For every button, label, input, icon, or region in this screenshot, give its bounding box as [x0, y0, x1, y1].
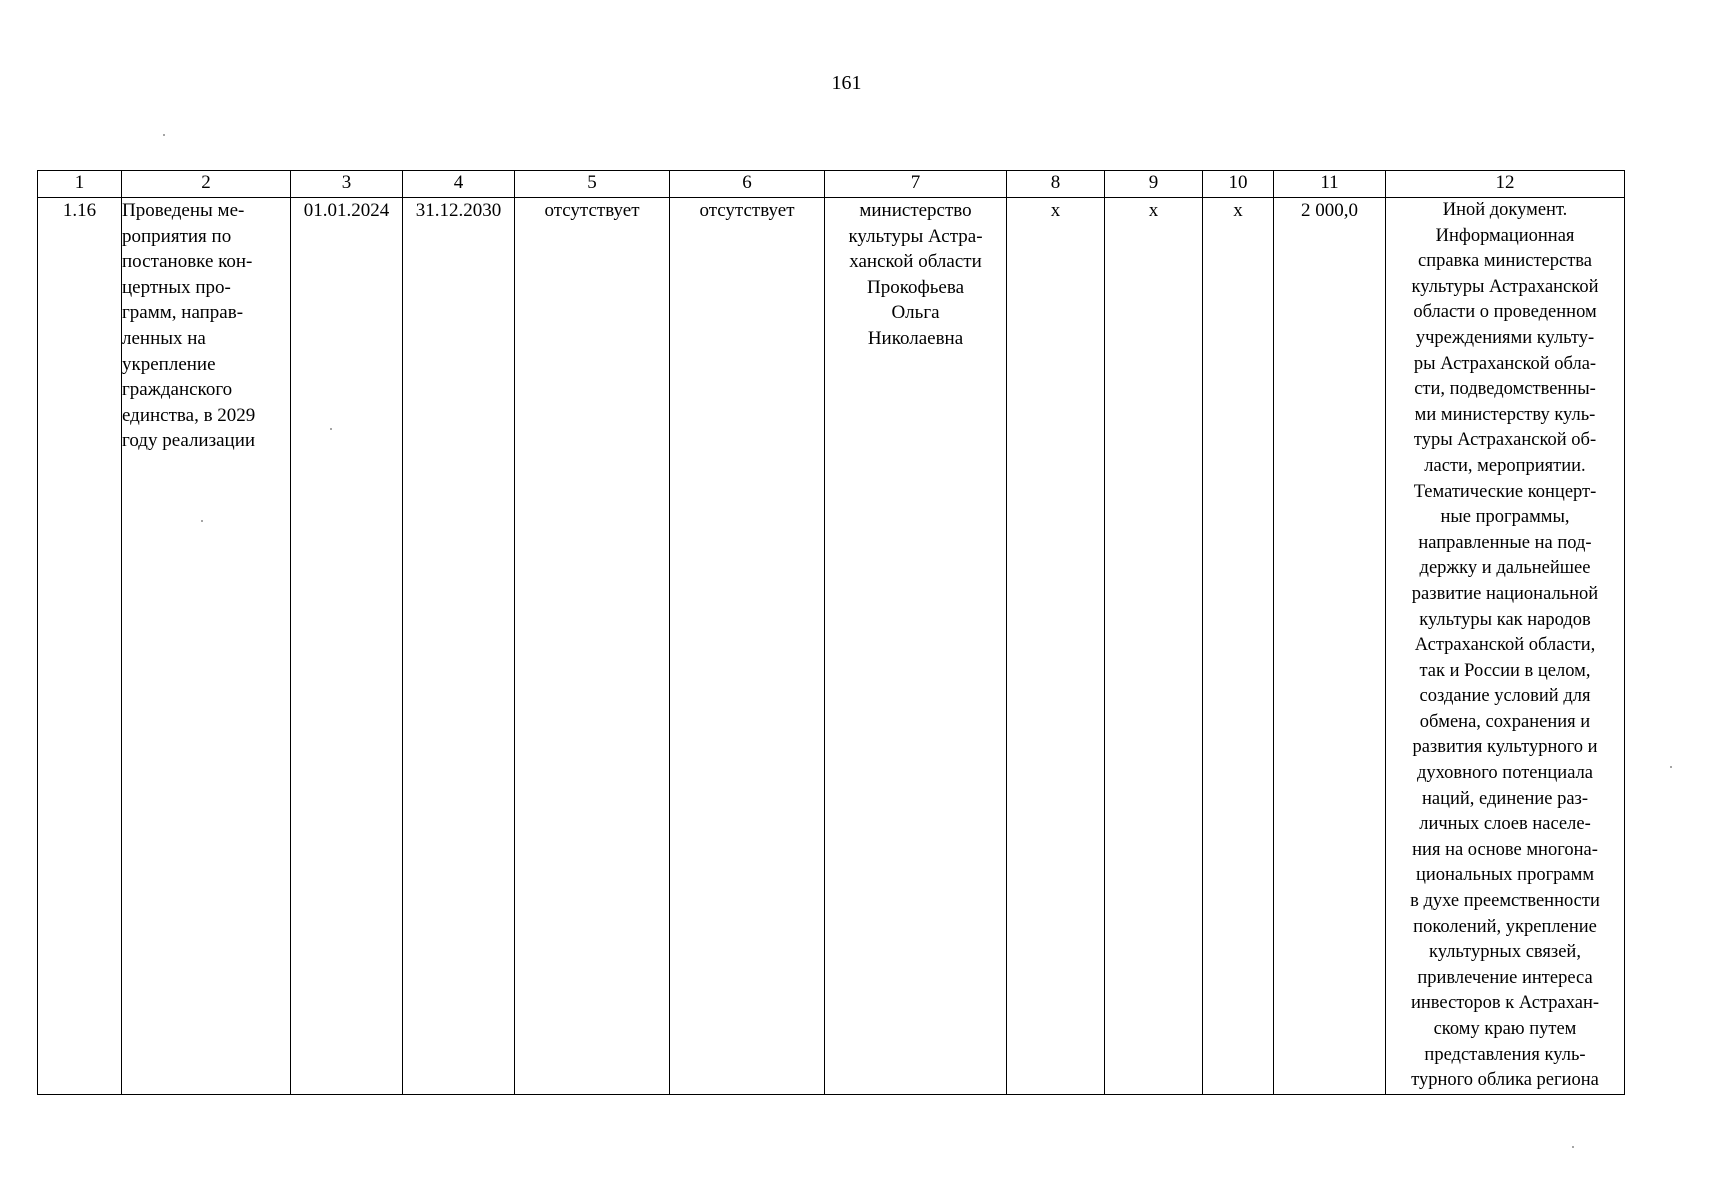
col-header-5: 5 — [515, 171, 670, 198]
amount-value: 2 000,0 — [1274, 198, 1386, 1095]
scan-speck — [201, 520, 203, 522]
column-6-value: отсутствует — [670, 198, 825, 1095]
col-header-6: 6 — [670, 171, 825, 198]
column-9-value: x — [1105, 198, 1203, 1095]
col-header-10: 10 — [1203, 171, 1274, 198]
col-header-11: 11 — [1274, 171, 1386, 198]
col-header-2: 2 — [122, 171, 291, 198]
row-number: 1.16 — [38, 198, 122, 1095]
col-header-12: 12 — [1386, 171, 1625, 198]
table-row — [38, 198, 1625, 1095]
col-header-3: 3 — [291, 171, 403, 198]
page-number: 161 — [831, 72, 862, 94]
col-header-1: 1 — [38, 171, 122, 198]
responsible-party: министерство культуры Астра- ханской области Прокофьева Ольга Николаевна — [825, 198, 1007, 1095]
scan-speck — [330, 428, 332, 430]
scan-speck — [163, 134, 165, 136]
event-description: Проведены ме- роприятия по постановке кон- цертных про- грамм, направ- ленных на укрепление гражданского единства, в 2029 году реализации — [122, 198, 291, 1095]
scan-speck — [1572, 1146, 1574, 1148]
column-8-value: x — [1007, 198, 1105, 1095]
col-header-8: 8 — [1007, 171, 1105, 198]
start-date: 01.01.2024 — [291, 198, 403, 1095]
scan-speck — [1670, 766, 1672, 768]
column-10-value: x — [1203, 198, 1274, 1095]
col-header-4: 4 — [403, 171, 515, 198]
column-5-value: отсутствует — [515, 198, 670, 1095]
col-header-9: 9 — [1105, 171, 1203, 198]
end-date: 31.12.2030 — [403, 198, 515, 1095]
document-description: Иной документ. Информационная справка министерства культуры Астраханской области о проведенном учреждениями культу- ры Астраханской обла- сти, подведомственны- ми министерству куль- туры Астраханской об- ласти, мероприятии. Тематические концерт- ные программы, направленные на под- держку и дальнейшее развитие национальной культуры как народов Астраханской области, так и России в целом, создание условий для обмена, сохранения и развития культурного и духовного потенциала наций, единение раз- личных слоев населе- ния на основе многона- циональных программ в духе преемственности поколений, укрепление культурных связей, привлечение интереса инвесторов к Астрахан- скому краю путем представления куль- турного облика региона — [1386, 198, 1625, 1095]
col-header-7: 7 — [825, 171, 1007, 198]
header-row — [38, 171, 1625, 198]
data-table — [37, 170, 1625, 1095]
